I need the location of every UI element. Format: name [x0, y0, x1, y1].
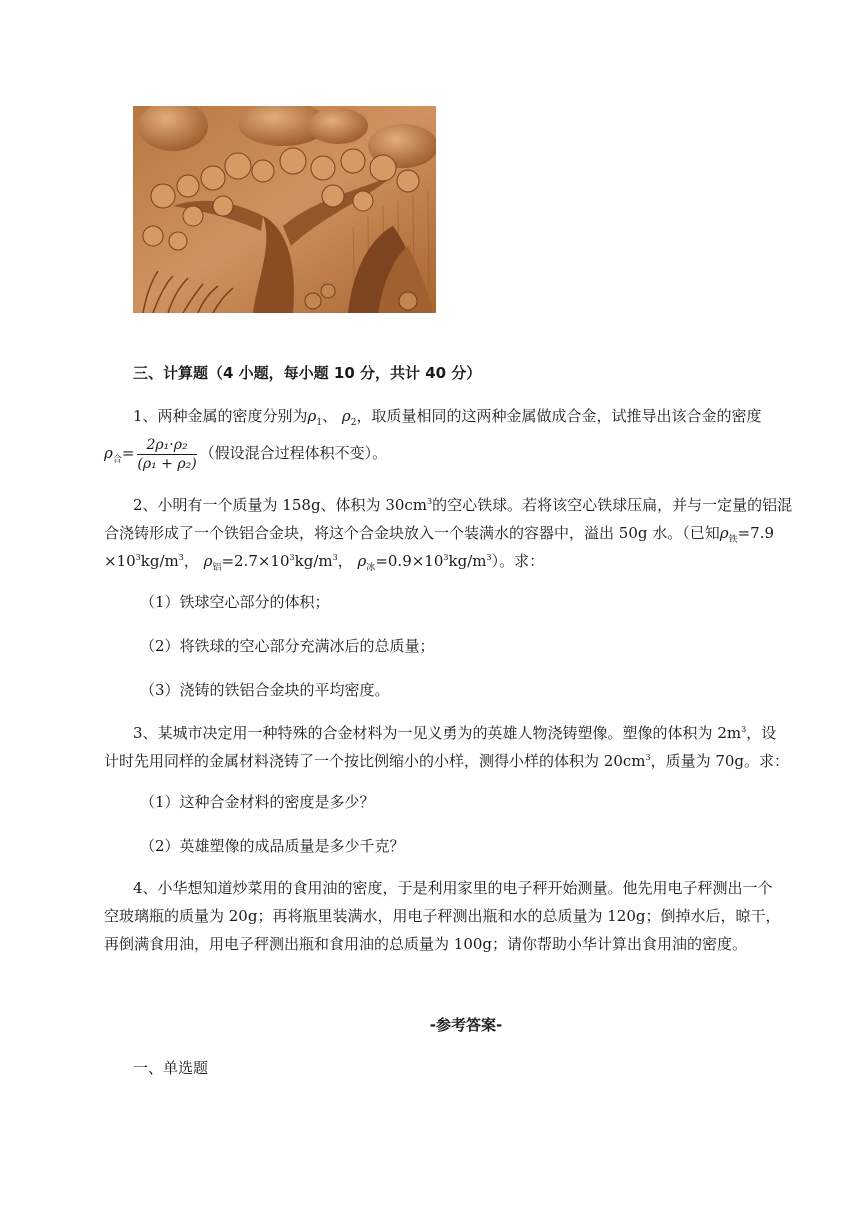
question-4-line-2: 空玻璃瓶的质量为 20g；再将瓶里装满水，用电子秤测出瓶和水的总质量为 120g；倒掉水后，晾干，: [104, 907, 781, 925]
question-2-line-1: [133, 495, 792, 515]
density-formula-fraction: [137, 436, 196, 473]
rho2-subscript: 2: [350, 418, 357, 428]
answers-heading: -参考答案-: [429, 1016, 503, 1034]
rho-al-value: =2.7×10: [221, 552, 290, 570]
formula-numerator: 2ρ₁·ρ₂: [137, 436, 196, 455]
rho-alloy-subscript: 合: [112, 455, 122, 465]
unit-3: kg/m: [448, 552, 487, 570]
question-4-line-1: 4、小华想知道炒菜用的食用油的密度，于是利用家里的电子秤开始测量。他先用电子秤测出一个: [133, 879, 773, 897]
cm3-superscript-2: 3: [645, 753, 651, 762]
question-2-line-3: $\times 10^3kg/m^3$， $\rho_铝=2.7\times 10^3kg/m^3$， $\rho_冰=0.9\times 10^3kg/m^3$）。求：: [104, 552, 545, 573]
q2-line1-b: 的空心铁球。若将该空心铁球压扁，并与一定量的铝混: [432, 496, 793, 514]
unit-2: kg/m: [294, 552, 333, 570]
q3-line1-b: ，设: [746, 724, 777, 742]
q3-sub-item-2: （2）英雄塑像的成品质量是多少千克？: [140, 837, 405, 855]
rho-symbol: ρ: [307, 407, 317, 425]
q2-line2-text: 合浇铸形成了一个铁铝合金块，将这个合金块放入一个装满水的容器中，溢出 50g 水。（已知: [104, 524, 720, 542]
rho-fe-value: =7.9: [737, 524, 775, 542]
q2-sub-item-1: （1）铁球空心部分的体积；: [140, 593, 330, 611]
q3-line2-a: 计时先用同样的金属材料浇铸了一个按比例缩小的小样，测得小样的体积为 20cm: [104, 752, 646, 770]
question-3-line-1: [133, 723, 776, 743]
question-4-line-3: 再倒满食用油，用电子秤测出瓶和食用油的总质量为 100g；请你帮助小华计算出食用油的密度。: [104, 935, 748, 953]
q2-sub-item-2: （2）将铁球的空心部分充满冰后的总质量；: [140, 637, 435, 655]
answers-part-1: 一、单选题: [133, 1059, 209, 1077]
unit-1: kg/m: [140, 552, 179, 570]
m3-superscript: 3: [741, 725, 747, 734]
equals-sign: =: [121, 444, 135, 462]
unit-superscript-3: 3: [486, 553, 492, 562]
q3-sub-item-1: （1）这种合金材料的密度是多少？: [140, 793, 375, 811]
rho-ice-symbol: ρ: [357, 552, 367, 570]
exp-superscript-2: 3: [289, 553, 295, 562]
rho-fe-symbol: ρ: [719, 524, 729, 542]
rho1-subscript: 1: [316, 418, 323, 428]
section-3-heading: 三、计算题（4 小题，每小题 10 分，共计 40 分）: [133, 364, 482, 382]
exp-superscript-1: 3: [135, 553, 141, 562]
question-1-line-2: [104, 434, 387, 473]
rho-alloy-symbol: ρ: [104, 444, 113, 462]
question-3-line-2: [104, 751, 789, 771]
q2-line3-end: ）。求：: [491, 552, 545, 570]
formula-denominator: (ρ₁ + ρ₂): [137, 455, 197, 472]
q2-sub-item-3: （3）浇铸的铁铝合金块的平均密度。: [140, 681, 390, 699]
cm3-superscript: 3: [427, 497, 433, 506]
question-2-line-2: [104, 523, 774, 543]
rho-ice-value: =0.9×10: [375, 552, 444, 570]
unit-superscript-2: 3: [332, 553, 338, 562]
wood-carving-illustration: [133, 106, 436, 313]
rho-ice-subscript: 冰: [366, 563, 376, 573]
q1-separator: 、: [322, 407, 338, 425]
exp-superscript-3: 3: [443, 553, 449, 562]
q1-text-c: （假设混合过程体积不变）。: [199, 444, 388, 462]
rho-al-subscript: 铝: [212, 563, 222, 573]
unit-superscript-1: 3: [178, 553, 184, 562]
q1-text-a: 1、两种金属的密度分别为: [133, 407, 308, 425]
rho-fe-subscript: 铁: [728, 535, 738, 545]
q3-line1-a: 3、某城市决定用一种特殊的合金材料为一见义勇为的英雄人物浇铸塑像。塑像的体积为 2m: [133, 724, 742, 742]
q2-line1-a: 2、小明有一个质量为 158g、体积为 30cm: [133, 496, 428, 514]
rho-fe-exponent-base: ×10: [104, 552, 136, 570]
rho-symbol-2: ρ: [341, 407, 351, 425]
wood-carving-image: [133, 106, 436, 313]
q3-line2-b: ，质量为 70g。求：: [650, 752, 790, 770]
q1-text-b: ，取质量相同的这两种金属做成合金，试推导出该合金的密度: [356, 407, 762, 425]
rho-al-symbol: ρ: [203, 552, 213, 570]
question-1-line-1: [133, 406, 761, 426]
